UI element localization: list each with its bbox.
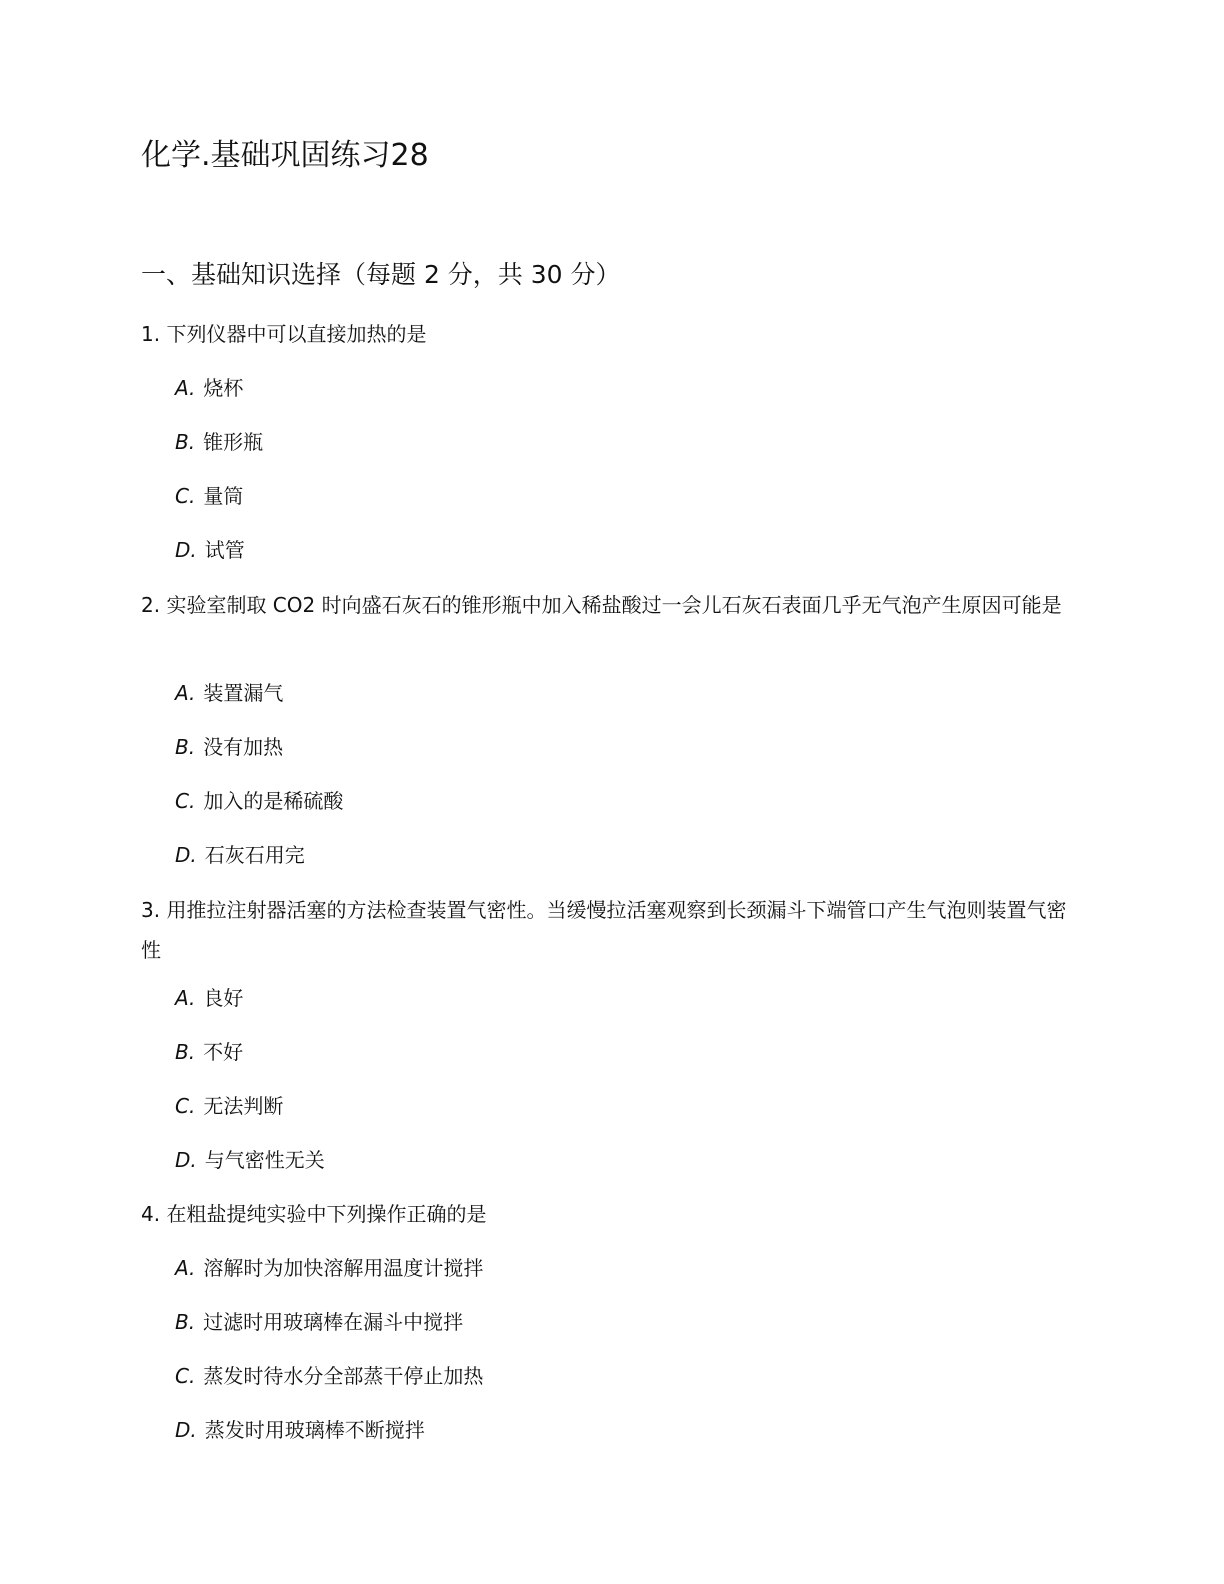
option-1b [175,427,263,457]
question-number: 4. [141,1202,161,1226]
option-text: 石灰石用完 [204,843,305,867]
option-letter: A. [175,681,196,705]
option-text: 不好 [203,1040,244,1064]
option-letter: C. [175,1094,196,1118]
option-letter: B. [175,430,196,454]
section-heading: 一、基础知识选择（每题 2 分，共 30 分） [141,260,621,289]
option-4a [175,1253,483,1283]
option-text: 锥形瓶 [203,430,264,454]
option-letter: A. [175,376,196,400]
option-letter: D. [175,1418,197,1442]
option-letter: C. [175,1364,196,1388]
option-1a [175,373,243,403]
option-3b [175,1037,243,1067]
option-letter: B. [175,1040,196,1064]
option-2a [175,678,283,708]
option-4d [175,1415,425,1445]
question-1 [141,314,1071,354]
question-2 [141,585,1071,625]
option-3a [175,983,243,1013]
question-text: 在粗盐提纯实验中下列操作正确的是 [166,1202,487,1226]
option-letter: B. [175,1310,196,1334]
option-letter: D. [175,1148,197,1172]
option-text: 加入的是稀硫酸 [203,789,344,813]
question-text: 用推拉注射器活塞的方法检查装置气密性。当缓慢拉活塞观察到长颈漏斗下端管口产生气泡则装置气密性 [141,898,1067,962]
option-1c [175,481,243,511]
option-3d [175,1145,325,1175]
option-text: 试管 [204,538,245,562]
option-text: 烧杯 [203,376,244,400]
option-text: 没有加热 [203,735,284,759]
option-text: 过滤时用玻璃棒在漏斗中搅拌 [203,1310,464,1334]
question-number: 1. [141,322,161,346]
option-2b [175,732,283,762]
option-letter: D. [175,538,197,562]
option-4c [175,1361,483,1391]
option-3c [175,1091,283,1121]
option-letter: B. [175,735,196,759]
question-text: 下列仪器中可以直接加热的是 [166,322,427,346]
option-text: 蒸发时待水分全部蒸干停止加热 [203,1364,484,1388]
option-text: 装置漏气 [203,681,284,705]
option-text: 良好 [203,986,244,1010]
question-text: 实验室制取 CO2 时向盛石灰石的锥形瓶中加入稀盐酸过一会儿石灰石表面几乎无气泡产生原因可能是 [166,593,1062,617]
option-text: 与气密性无关 [204,1148,325,1172]
option-letter: C. [175,484,196,508]
option-letter: C. [175,789,196,813]
option-2c [175,786,343,816]
option-4b [175,1307,463,1337]
question-number: 3. [141,898,161,922]
option-text: 蒸发时用玻璃棒不断搅拌 [204,1418,425,1442]
question-4 [141,1194,1071,1234]
question-3 [141,890,1071,970]
option-2d [175,840,305,870]
option-text: 量筒 [203,484,244,508]
option-text: 无法判断 [203,1094,284,1118]
option-1d [175,535,245,565]
option-text: 溶解时为加快溶解用温度计搅拌 [203,1256,484,1280]
option-letter: A. [175,1256,196,1280]
option-letter: A. [175,986,196,1010]
page-title: 化学.基础巩固练习28 [141,138,429,173]
question-number: 2. [141,593,161,617]
option-letter: D. [175,843,197,867]
